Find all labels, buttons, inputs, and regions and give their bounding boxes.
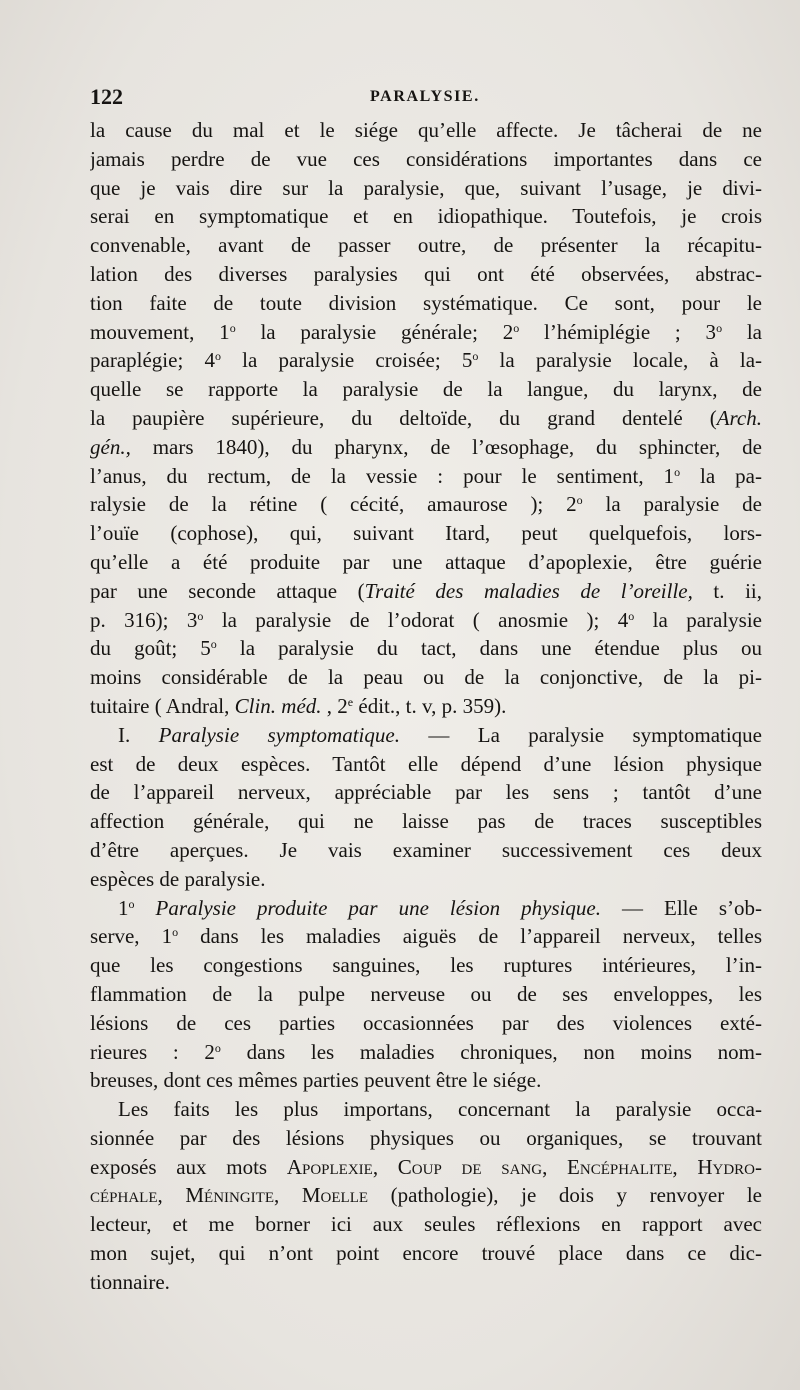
text-line: que je vais dire sur la paralysie, que, suivant l’usage, je divi- xyxy=(90,175,762,200)
text-line: la paupière supérieure, du deltoïde, du grand dentelé (Arch. xyxy=(90,405,762,430)
text-line: breuses, dont ces mêmes parties peuvent être le siége. xyxy=(90,1068,542,1093)
text-line: lecteur, et me borner ici aux seules réflexions en rapport avec xyxy=(90,1212,762,1237)
text-line: tionnaire. xyxy=(90,1269,170,1294)
text-line: serve, 1$^o$ dans les maladies aiguës de l’appareil nerveux, telles xyxy=(90,924,762,949)
text-line: par une seconde attaque (Traité des maladies de l’oreille, t. ii, xyxy=(90,578,762,603)
text-line: ralysie de la rétine ( cécité, amaurose ); 2$^o$ la paralysie de xyxy=(90,492,762,517)
text-line: du goût; 5$^o$ la paralysie du tact, dans une étendue plus ou xyxy=(90,636,762,661)
text-line: de l’appareil nerveux, appréciable par les sens ; tantôt d’une xyxy=(90,780,762,805)
text-line: convenable, avant de passer outre, de présenter la récapitu- xyxy=(90,233,762,258)
running-head xyxy=(90,82,762,118)
text-line: I. Paralysie symptomatique. — La paralysie symptomatique xyxy=(118,722,762,747)
text-line: espèces de paralysie. xyxy=(90,866,266,891)
text-line: céphale, Méningite, Moelle (pathologie), je dois y renvoyer le xyxy=(90,1183,762,1208)
text-line: tion faite de toute division systématique. Ce sont, pour le xyxy=(90,290,762,315)
text-line: mon sujet, qui n’ont point encore trouvé place dans ce dic- xyxy=(90,1241,762,1266)
text-line: mouvement, 1$^o$ la paralysie générale; 2$^o$ l’hémiplégie ; 3$^o$ la xyxy=(90,319,762,344)
text-line: l’ouïe (cophose), qui, suivant Itard, peut quelquefois, lors- xyxy=(90,521,762,546)
page-number: 122 xyxy=(90,84,123,109)
text-line: est de deux espèces. Tantôt elle dépend d’une lésion physique xyxy=(90,751,762,776)
text-line: lation des diverses paralysies qui ont été observées, abstrac- xyxy=(90,261,762,286)
text-line: sionnée par des lésions physiques ou organiques, se trouvant xyxy=(90,1125,762,1150)
text-line: serai en symptomatique et en idiopathique. Toutefois, je crois xyxy=(90,204,762,229)
text-line: lésions de ces parties occasionnées par des violences exté- xyxy=(90,1010,762,1035)
text-line: l’anus, du rectum, de la vessie : pour le sentiment, 1$^o$ la pa- xyxy=(90,463,762,488)
text-line: qu’elle a été produite par une attaque d’apoplexie, être guérie xyxy=(90,549,762,574)
text-line: que les congestions sanguines, les ruptures intérieures, l’in- xyxy=(90,953,762,978)
text-line: moins considérable de la peau ou de la conjonctive, de la pi- xyxy=(90,665,762,690)
text-line: exposés aux mots Apoplexie, Coup de sang, Encéphalite, Hydro- xyxy=(90,1154,762,1179)
text-line: Les faits les plus importans, concernant la paralysie occa- xyxy=(118,1097,762,1122)
text-line: flammation de la pulpe nerveuse ou de ses enveloppes, les xyxy=(90,981,762,1006)
text-line: d’être aperçues. Je vais examiner successivement ces deux xyxy=(90,837,762,862)
text-line: p. 316); 3$^o$ la paralysie de l’odorat ( anosmie ); 4$^o$ la paralysie xyxy=(90,607,762,632)
body-text xyxy=(90,116,762,1297)
text-line: jamais perdre de vue ces considérations importantes dans ce xyxy=(90,146,762,171)
text-line: la cause du mal et le siége qu’elle affecte. Je tâcherai de ne xyxy=(90,118,762,142)
running-title: PARALYSIE. xyxy=(370,88,480,105)
text-line: affection générale, qui ne laisse pas de traces susceptibles xyxy=(90,809,762,834)
text-line: rieures : 2$^o$ dans les maladies chroniques, non moins nom- xyxy=(90,1039,762,1064)
text-line: paraplégie; 4$^o$ la paralysie croisée; 5$^o$ la paralysie locale, à la- xyxy=(90,348,762,373)
text-line: quelle se rapporte la paralysie de la langue, du larynx, de xyxy=(90,377,762,402)
text-line: tuitaire ( Andral, Clin. méd. , 2e édit., t. v, p. 359). xyxy=(90,693,507,718)
text-line: gén., mars 1840), du pharynx, de l’œsophage, du sphincter, de xyxy=(90,434,762,459)
text-line: 1$^o$ Paralysie produite par une lésion physique. — Elle s’ob- xyxy=(118,895,762,920)
